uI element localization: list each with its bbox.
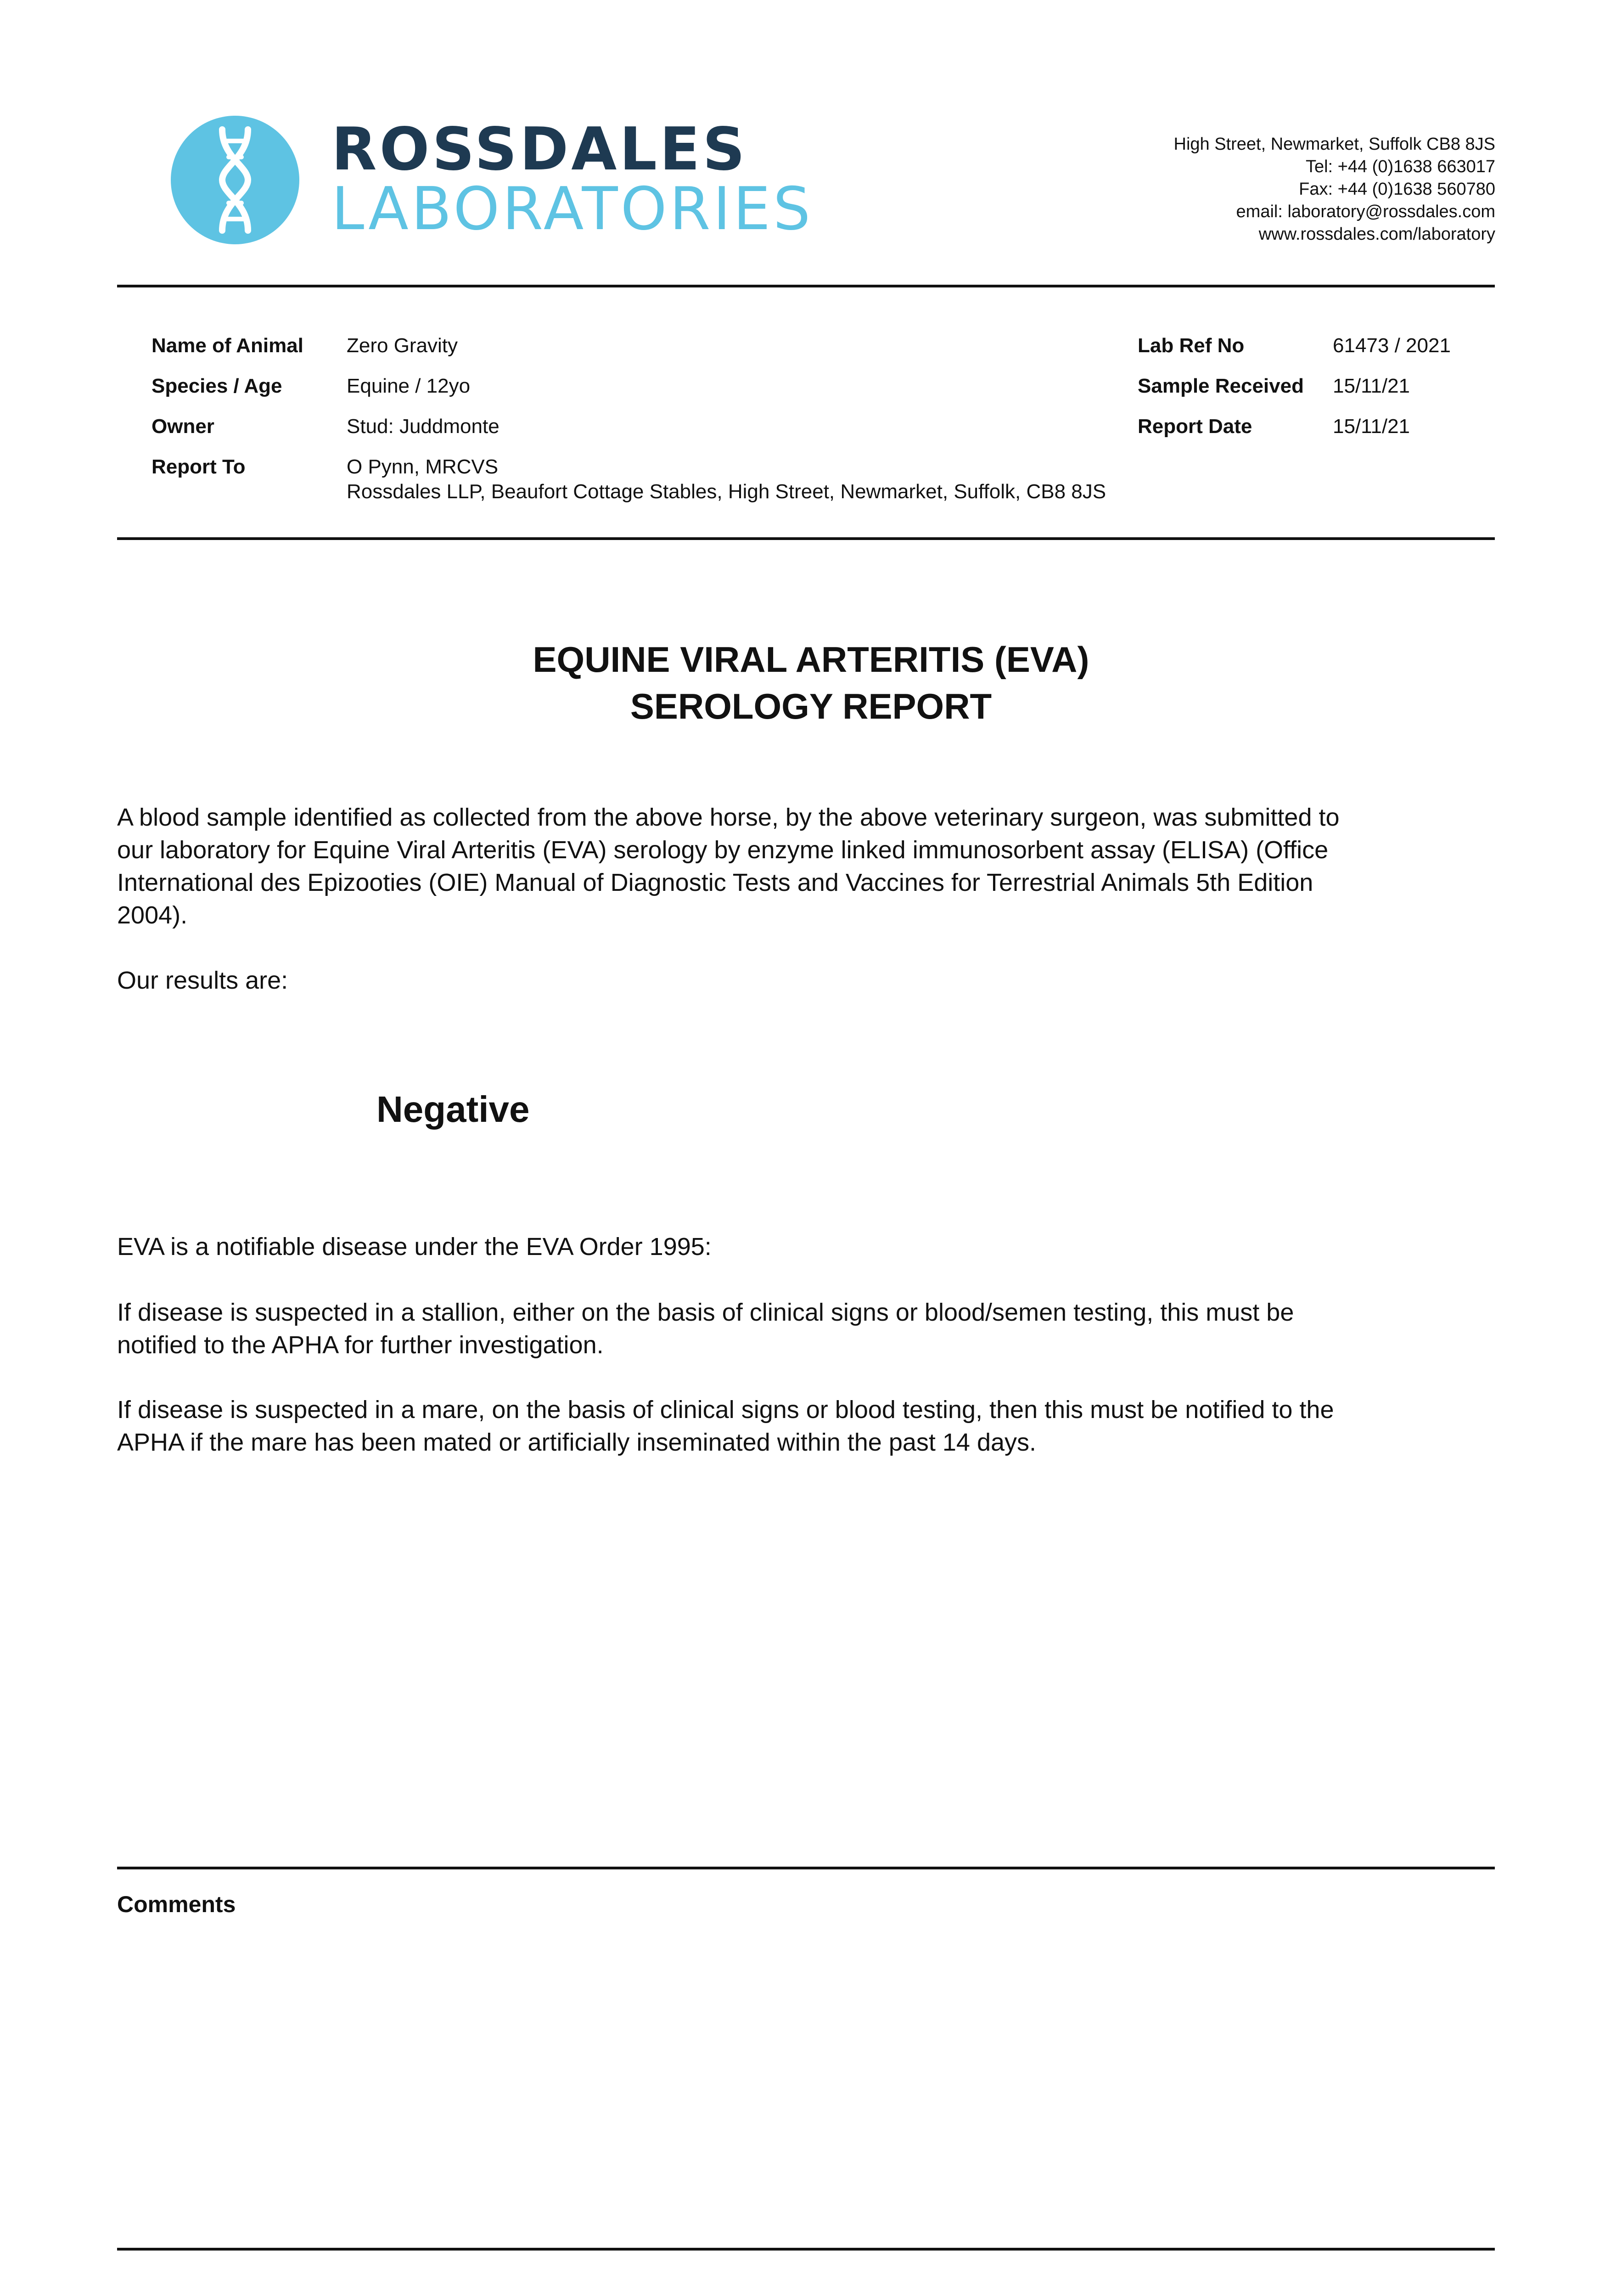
mare-line: APHA if the mare has been mated or artificially inseminated within the past 14 days. [117,1429,1037,1456]
report-title-line1: EQUINE VIRAL ARTERITIS (EVA) [533,639,1089,680]
header-divider [117,285,1495,287]
intro-line: 2004). [117,901,188,929]
result-value: Negative [376,1089,530,1130]
contact-email: email: laboratory@rossdales.com [1236,202,1495,221]
intro-line: International des Epizooties (OIE) Manual of Diagnostic Tests and Vaccines for Terrestrial Animals 5th Edition [117,869,1313,896]
info-divider [117,537,1495,540]
sample-received-label: Sample Received [1138,375,1304,397]
contact-block [1082,133,1495,246]
dna-helix-icon [171,116,299,244]
report-to-label: Report To [152,456,246,478]
report-date-value: 15/11/21 [1333,415,1410,438]
stallion-line: If disease is suspected in a stallion, either on the basis of clinical signs or blood/semen testing, this must be [117,1299,1294,1326]
sample-received-value: 15/11/21 [1333,375,1410,397]
lab-ref-label: Lab Ref No [1138,334,1245,357]
intro-paragraph [117,801,1494,932]
name-of-animal-value: Zero Gravity [347,334,458,357]
report-date-label: Report Date [1138,415,1252,438]
report-title [0,636,1622,730]
species-age-value: Equine / 12yo [347,375,471,397]
mare-line: If disease is suspected in a mare, on the basis of clinical signs or blood testing, then this must be notified to the [117,1396,1334,1424]
comments-heading: Comments [117,1891,236,1917]
owner-value: Stud: Juddmonte [347,415,500,438]
notifiable-statement: EVA is a notifiable disease under the EVA Order 1995: [117,1233,712,1261]
stallion-line: notified to the APHA for further investigation. [117,1331,604,1359]
report-title-line2: SEROLOGY REPORT [630,686,992,726]
stallion-paragraph [117,1296,1494,1362]
lab-ref-value: 61473 / 2021 [1333,334,1451,357]
report-to-name: O Pynn, MRCVS [347,456,499,478]
name-of-animal-label: Name of Animal [152,334,303,357]
results-intro: Our results are: [117,967,288,994]
intro-line: A blood sample identified as collected from the above horse, by the above veterinary surgeon, was submitted to [117,804,1340,831]
contact-web: www.rossdales.com/laboratory [1258,225,1495,244]
mare-paragraph [117,1394,1494,1459]
species-age-label: Species / Age [152,375,282,397]
contact-fax: Fax: +44 (0)1638 560780 [1299,180,1495,199]
comments-divider [117,1867,1495,1869]
report-to-address: Rossdales LLP, Beaufort Cottage Stables, High Street, Newmarket, Suffolk, CB8 8JS [347,480,1106,503]
intro-line: our laboratory for Equine Viral Arteritis (EVA) serology by enzyme linked immunosorbent assay (ELISA) (Office [117,836,1329,864]
footer-divider [117,2248,1495,2251]
brand-name-line2: LABORATORIES [331,175,814,243]
contact-address: High Street, Newmarket, Suffolk CB8 8JS [1173,135,1495,154]
contact-tel: Tel: +44 (0)1638 663017 [1305,157,1495,176]
owner-label: Owner [152,415,214,438]
brand-name-line1: ROSSDALES [331,115,748,184]
